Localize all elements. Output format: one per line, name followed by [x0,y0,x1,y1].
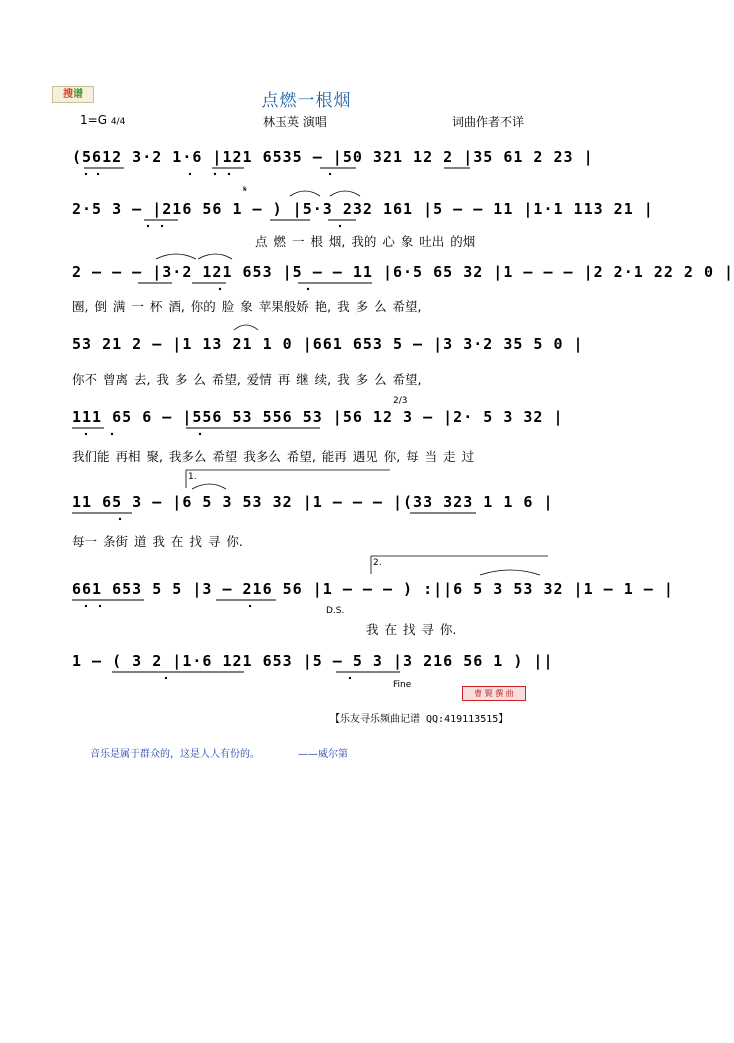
score-line-6: 11 65 3 – |6 5 3 53 32 |1 – – – |(33 323 1 1 6 | [72,493,554,511]
lyrics-line-6: 每一 条街 道 我 在 找 寻 你. [72,534,243,549]
tie-fraction: 2/3 [393,396,408,406]
ds-mark: D.S. [326,606,345,616]
volta-1-label: 1. [188,472,197,482]
time-signature: 4/4 [110,117,126,127]
score-line-7: 661 653 5 5 |3 – 216 56 |1 – – – ) :||6 5 3 53 32 |1 – 1 – | [72,580,674,598]
seal-stamp: 曹 賢 撰 曲 [462,686,526,701]
slur-arcs [156,191,540,575]
fine-mark: Fine [393,680,412,690]
lyrics-line-7: 我 在 找 寻 你. [366,622,457,637]
beam-lines [72,168,476,672]
singer: 林玉英 演唱 [263,115,327,129]
score-line-8: 1 – ( 3 2 |1·6 121 653 |5 – 5 3 |3 216 56 1 ) || [72,652,554,670]
score-line-4: 53 21 2 – |1 13 21 1 0 |661 653 5 – |3 3·2 35 5 0 | [72,335,584,353]
transcriber-credit: 【乐友寻乐频曲记谱 QQ:419113515】 [330,714,509,725]
composer: 词曲作者不详 [452,115,525,129]
volta-2-bracket [371,556,548,574]
lyrics-line-5: 我们能 再相 聚, 我多么 希望 我多么 希望, 能再 遇见 你, 每 当 走 过 [72,449,475,464]
score-line-5: 111 65 6 – |556 53 556 53 |56 12 3 – |2· 5 3 32 | [72,408,564,426]
song-title: 点燃一根烟 [261,91,352,111]
score-line-2: 2·5 3 – |216 56 1 – ) |5·3 232 161 |5 – – 11 |1·1 113 21 | [72,200,654,218]
quote-author: ——威尔第 [298,749,348,760]
lyrics-line-3: 圈, 倒 满 一 杯 酒, 你的 脸 象 苹果般娇 艳, 我 多 么 希望, [72,299,422,314]
score-line-1: (5612 3·2 1·6 |121 6535 – |50 321 12 2 |35 61 2 23 | [72,148,594,166]
logo-text-2: 谱 [73,89,83,100]
quote-text: 音乐是属于群众的，这是人人有份的。 [90,749,260,760]
score-line-3: 2 – – – |3·2 121 653 |5 – – 11 |6·5 65 32 |1 – – – |2 2·1 22 2 0 | [72,263,734,281]
volta-2-label: 2. [373,558,382,568]
lyrics-line-2: 点 燃 一 根 烟, 我的 心 象 吐出 的烟 [255,234,476,249]
octave-dots [85,173,351,679]
key-value: 1=G [80,113,107,127]
logo-text-1: 搜 [63,89,73,100]
footer-quote [90,745,348,760]
lyrics-line-4: 你不 曾离 去, 我 多 么 希望, 爱情 再 继 续, 我 多 么 希望, [72,372,422,387]
segno-mark: 𝄋 [243,185,247,195]
